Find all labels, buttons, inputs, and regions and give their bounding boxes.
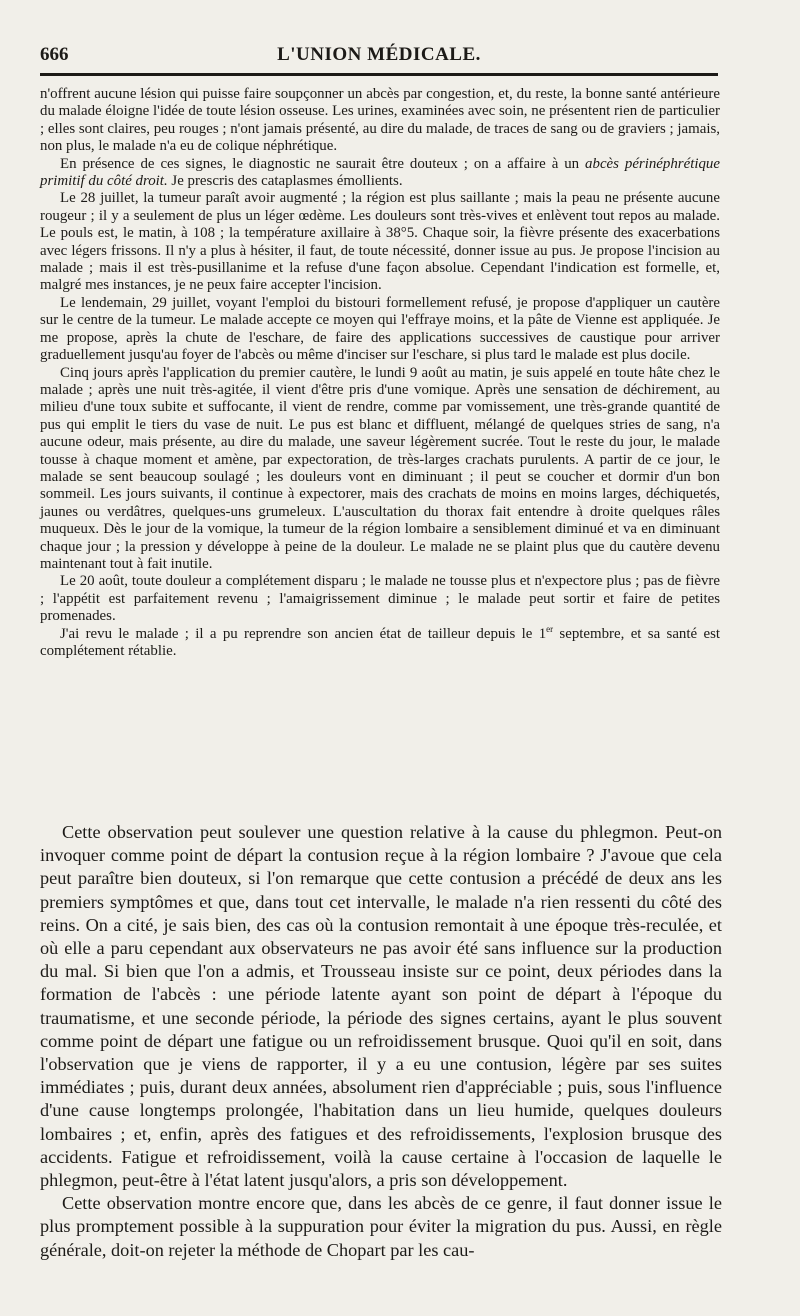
superscript: er <box>546 623 554 634</box>
paragraph: Le lendemain, 29 juillet, voyant l'emploi du bistouri formellement refusé, je propose d'appliquer un cautère sur le centre de la tumeur. Le malade accepte ce moyen qui l'effraye moins, et la pâte de Vienne est appliquée. Je me propose, après la chute de l'eschare, de faire des applications successives de caustique pour arriver graduellement jusqu'au foyer de l'abcès ou même d'inciser sur l'eschare, si plus tard le malade est plus docile. <box>40 294 720 364</box>
text-span: septembre, et sa santé est complétement rétablie. <box>40 625 720 659</box>
running-head: L'UNION MÉDICALE. <box>277 44 481 65</box>
paragraph <box>40 156 720 191</box>
paragraph: Cette observation montre encore que, dans les abcès de ce genre, il faut donner issue le plus promptement possible à la suppuration pour éviter la migration du pus. Aussi, en règle générale, doit-on rejeter la méthode de Chopart par les cau- <box>40 1193 722 1260</box>
text-span: En présence de ces signes, le diagnostic ne saurait être douteux ; on a affaire à un <box>60 155 586 172</box>
paragraph: Le 20 août, toute douleur a complétement disparu ; le malade ne tousse plus et n'expectore plus ; pas de fièvre ; l'appétit est parfaitement revenu ; l'amaigrissement diminue ; le malade peut sortir et faire de petites promenades. <box>40 573 720 625</box>
text-span: Je prescris des cataplasmes émollients. <box>167 173 403 190</box>
paragraph <box>40 623 720 661</box>
case-report-section <box>40 86 720 660</box>
page-number: 666 <box>40 44 69 65</box>
discussion-section <box>40 821 722 1262</box>
page-header <box>40 42 718 68</box>
diagnosis-italic: abcès périnéphrétique primitif du côté droit. <box>40 155 720 190</box>
text-span: J'ai revu le malade ; il a pu reprendre son ancien état de tailleur depuis le 1 <box>60 625 547 642</box>
header-rule <box>40 73 718 76</box>
paragraph: Le 28 juillet, la tumeur paraît avoir augmenté ; la région est plus saillante ; mais la peau ne présente aucune rougeur ; il y a seulement de plus un léger œdème. Les douleurs sont très-vives et enlèvent tout repos au malade. Le pouls est, le matin, à 108 ; la température axillaire à 38°5. Chaque soir, la fièvre présente des exacerbations avec légers frissons. Il n'y a plus à hésiter, il faut, de toute nécessité, donner issue au pus. Je propose l'incision au malade ; mais il est très-pusillanime et la refuse d'une façon absolue. Cependant l'indication est formelle, et, malgré mes instances, je ne peux faire accepter l'incision. <box>40 190 720 294</box>
paragraph: Cinq jours après l'application du premier cautère, le lundi 9 août au matin, je suis appelé en toute hâte chez le malade ; après une nuit très-agitée, il vient d'être pris d'une vomique. Après une sensation de déchirement, au milieu d'une toux subite et suffocante, il vient de rendre, comme par vomissement, une très-grande quantité de pus qui emplit le tiers du vase de nuit. Le pus est blanc et diffluent, mélangé de quelques stries de sang, n'a aucune odeur, mais présente, au dire du malade, une saveur légèrement sucrée. Tout le reste du jour, le malade tousse à chaque moment et amène, par expectoration, de très-larges crachats purulents. A partir de ce jour, le malade se sent beaucoup soulagé ; les douleurs vont en diminuant ; il peut se coucher et dormir d'un bon sommeil. Les jours suivants, il continue à expectorer, mais des crachats de moins en moins larges, déchiquetés, jaunes ou verdâtres, quelques-uns grumeleux. L'auscultation du thorax fait entendre à droite quelques râles muqueux. Dès le jour de la vomique, la tumeur de la région lombaire a sensiblement diminué et va en diminuant chaque jour ; la pression y développe à peine de la douleur. Le malade ne se plaint plus que du cautère devenu maintenant tout à fait inutile. <box>40 364 720 572</box>
paragraph: Cette observation peut soulever une question relative à la cause du phlegmon. Peut-on invoquer comme point de départ la contusion reçue à la région lombaire ? J'avoue que cela peut paraître bien douteux, si l'on remarque que cette contusion a précédé de deux ans les premiers symptômes et que, dans tout cet intervalle, le malade n'a rien ressenti du côté des reins. On a cité, je sais bien, des cas où la contusion remontait à une époque très-reculée, et où elle a paru cependant aux observateurs ne pas avoir été sans influence sur la production du mal. Si bien que l'on a admis, et Trousseau insiste sur ce point, deux périodes dans la formation de l'abcès : une période latente ayant son point de départ à l'époque du traumatisme, et une seconde période, la période des signes certains, ayant le plus souvent comme point de départ une fatigue ou un refroidissement brusque. Quoi qu'il en soit, dans l'observation que je viens de rapporter, il y a eu une contusion, légère par ses suites immédiates ; puis, durant deux années, absolument rien d'appréciable ; puis, sous l'influence d'une cause longtemps prolongée, l'habitation dans un lieu humide, quelques douleurs lombaires ; et, enfin, après des fatigues et des refroidissements, l'explosion brusque des accidents. Fatigue et refroidissement, voilà la cause certaine à l'occasion de laquelle le phlegmon, peut-être à l'état latent jusqu'alors, a pris son développement. <box>40 822 722 1191</box>
paragraph: n'offrent aucune lésion qui puisse faire soupçonner un abcès par congestion, et, du reste, la bonne santé antérieure du malade éloigne l'idée de toute lésion osseuse. Les urines, examinées avec soin, ne présentent rien de particulier ; elles sont claires, peu rouges ; n'ont jamais présenté, au dire du malade, de traces de sang ou de graviers ; jamais, non plus, le malade n'a eu de colique néphrétique. <box>40 86 720 155</box>
